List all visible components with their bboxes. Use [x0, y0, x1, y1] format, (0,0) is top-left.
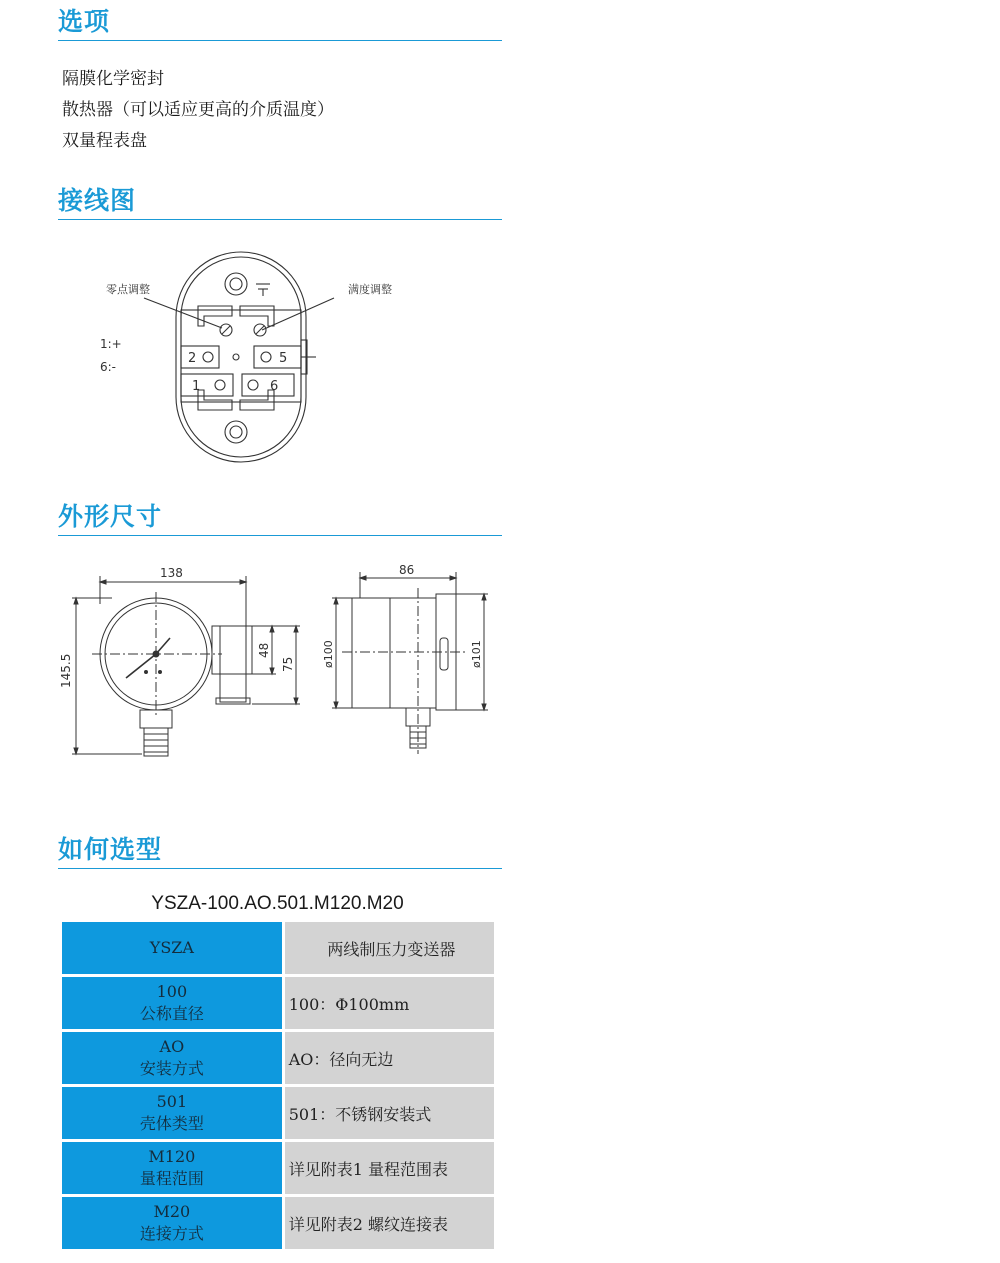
terminal-1-label: 1 — [192, 379, 201, 394]
options-list — [62, 64, 334, 157]
legend-minus: 6:- — [100, 360, 117, 374]
table-row — [62, 977, 494, 1029]
dim-depth-label: 86 — [399, 563, 415, 577]
table-row — [62, 1032, 494, 1084]
front-view — [59, 566, 300, 756]
zero-adjust-label: 零点调整 — [106, 283, 150, 296]
dim-75-label: 75 — [281, 656, 295, 672]
section-title-dimensions-text: 外形尺寸 — [58, 502, 163, 531]
row-code-cell — [62, 1087, 285, 1139]
section-title-selection-text: 如何选型 — [58, 835, 163, 864]
side-view — [322, 563, 488, 754]
row-code-cell — [62, 1142, 285, 1194]
model-code: YSZA-100.AO.501.M120.M20 — [151, 893, 404, 914]
legend-plus: 1:+ — [100, 337, 122, 351]
row-desc: 501：不锈钢安装式 — [285, 1087, 494, 1139]
section-title-options — [58, 4, 502, 41]
row-code-cell — [62, 922, 285, 974]
dim-d100-label: ø100 — [322, 640, 335, 668]
row-desc: 详见附表2 螺纹连接表 — [285, 1197, 494, 1249]
section-title-wiring-text: 接线图 — [58, 186, 137, 215]
dim-width-label: 138 — [160, 566, 183, 580]
section-title-selection — [58, 832, 502, 869]
selection-table — [62, 919, 494, 1252]
option-item: 双量程表盘 — [62, 131, 147, 151]
option-item: 隔膜化学密封 — [62, 69, 164, 89]
wiring-diagram — [80, 240, 392, 476]
row-name: 壳体类型 — [139, 1114, 204, 1133]
span-adjust-label: 满度调整 — [348, 283, 392, 296]
dim-d101-label: ø101 — [470, 640, 483, 668]
row-desc: 详见附表1 量程范围表 — [285, 1142, 494, 1194]
section-title-wiring — [58, 183, 502, 220]
section-title-dimensions — [58, 499, 502, 536]
row-code: M20 — [153, 1202, 191, 1221]
row-code-cell — [62, 1197, 285, 1249]
row-code: 100 — [156, 982, 188, 1001]
row-name: 连接方式 — [139, 1224, 204, 1243]
option-item: 散热器（可以适应更高的介质温度） — [62, 100, 334, 120]
row-desc: 100：Φ100mm — [285, 977, 494, 1029]
dim-height-label: 145.5 — [59, 653, 73, 688]
terminal-2-label: 2 — [188, 351, 197, 366]
row-code: M120 — [148, 1147, 196, 1166]
row-code-cell — [62, 977, 285, 1029]
terminal-5-label: 5 — [279, 351, 288, 366]
row-desc: 两线制压力变送器 — [285, 922, 494, 974]
row-name: 安装方式 — [139, 1059, 204, 1078]
section-title-options-text: 选项 — [58, 7, 111, 36]
dimension-drawing — [56, 558, 496, 774]
table-row — [62, 1087, 494, 1139]
table-row — [62, 1142, 494, 1194]
row-code-cell — [62, 1032, 285, 1084]
row-code: 501 — [156, 1092, 188, 1111]
row-code: YSZA — [149, 938, 194, 957]
terminal-6-label: 6 — [270, 379, 279, 394]
row-code: AO — [159, 1037, 185, 1056]
table-row — [62, 1197, 494, 1249]
dim-48-label: 48 — [257, 642, 271, 658]
row-name: 公称直径 — [139, 1004, 204, 1023]
row-desc: AO：径向无边 — [285, 1032, 494, 1084]
row-name: 量程范围 — [139, 1169, 204, 1188]
table-row — [62, 922, 494, 974]
